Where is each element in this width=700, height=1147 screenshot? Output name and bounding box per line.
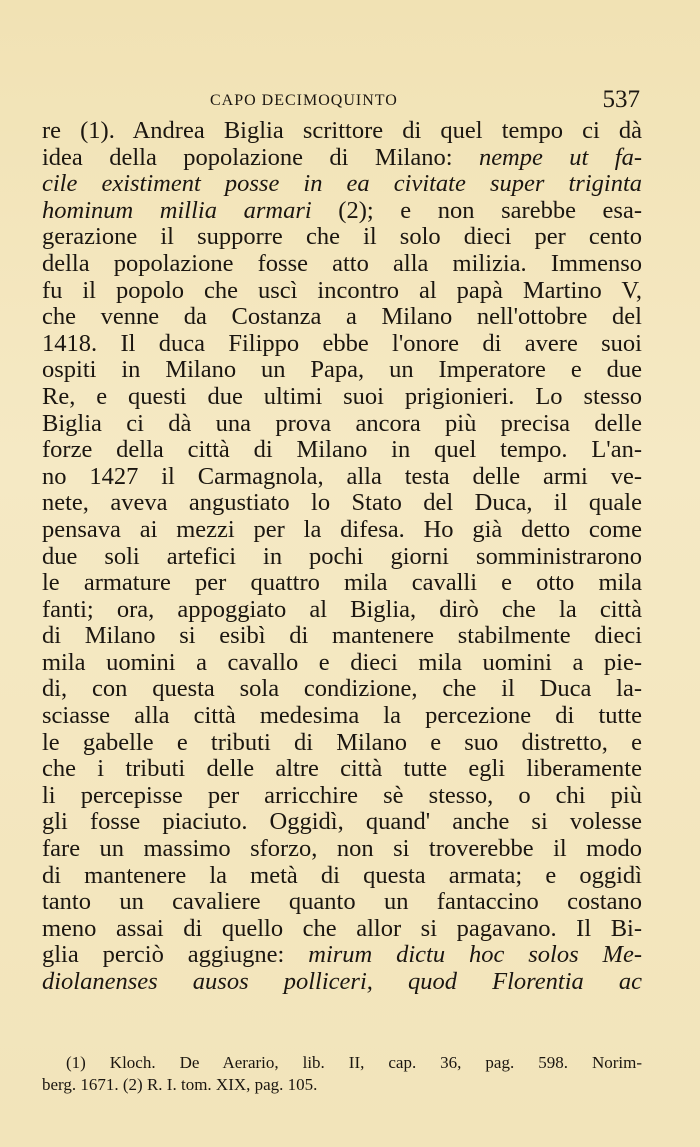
text-line bbox=[42, 171, 642, 198]
footnote-line: berg. 1671. (2) R. I. tom. XIX, pag. 105. bbox=[42, 1075, 318, 1094]
text-segment: meno assai di quello che allor si pagavano. Il Bi- bbox=[42, 914, 642, 942]
text-segment: mila uomini a cavallo e dieci mila uomini a pie- bbox=[42, 648, 642, 676]
text-segment: gli fosse piaciuto. Oggidì, quand' anche si volesse bbox=[42, 808, 642, 836]
text-line bbox=[42, 809, 642, 836]
text-line bbox=[42, 411, 642, 438]
text-segment: 1418. Il duca Filippo ebbe l'onore di avere suoi bbox=[42, 329, 642, 357]
text-line bbox=[42, 118, 642, 145]
text-segment: di mantenere la metà di questa armata; e oggidì bbox=[42, 861, 642, 889]
italic-latin-quote: hominum millia armari bbox=[42, 196, 312, 224]
text-line bbox=[42, 650, 642, 677]
text-line bbox=[42, 969, 642, 996]
text-line bbox=[42, 836, 642, 863]
text-segment: Biglia ci dà una prova ancora più precisa delle bbox=[42, 409, 642, 437]
text-line bbox=[42, 357, 642, 384]
text-line bbox=[42, 145, 642, 172]
text-line bbox=[42, 278, 642, 305]
text-segment: gerazione il supporre che il solo dieci per cento bbox=[42, 223, 642, 251]
text-line bbox=[42, 676, 642, 703]
text-segment: di, con questa sola condizione, che il Duca la- bbox=[42, 675, 642, 703]
text-segment: Re, e questi due ultimi suoi prigionieri. Lo stesso bbox=[42, 382, 642, 410]
text-segment: le gabelle e tributi di Milano e suo distretto, e bbox=[42, 728, 642, 756]
italic-latin-quote: diolanenses ausos polliceri, quod Florentia ac bbox=[42, 968, 642, 995]
text-line bbox=[42, 544, 642, 571]
text-segment: pensava ai mezzi per la difesa. Ho già detto come bbox=[42, 515, 642, 543]
text-line bbox=[42, 304, 642, 331]
text-line bbox=[42, 517, 642, 544]
italic-latin-quote: mirum dictu hoc solos Me- bbox=[308, 941, 642, 969]
text-line bbox=[42, 490, 642, 517]
text-segment: tanto un cavaliere quanto un fantaccino costano bbox=[42, 888, 642, 916]
text-segment: che i tributi delle altre città tutte egli liberamente bbox=[42, 755, 642, 783]
text-line bbox=[42, 464, 642, 491]
text-segment: idea della popolazione di Milano: bbox=[42, 143, 479, 171]
text-segment: glia perciò aggiugne: bbox=[42, 941, 309, 969]
text-line bbox=[42, 730, 642, 757]
text-line bbox=[42, 597, 642, 624]
text-segment: ospiti in Milano un Papa, un Imperatore e due bbox=[42, 356, 642, 384]
running-head: CAPO DECIMOQUINTO bbox=[210, 92, 398, 109]
text-line bbox=[42, 198, 642, 225]
text-line bbox=[42, 863, 642, 890]
text-segment: sciasse alla città medesima la percezione di tutte bbox=[42, 702, 642, 730]
text-segment: fu il popolo che uscì incontro al papà Martino V, bbox=[42, 276, 642, 304]
text-segment: no 1427 il Carmagnola, alla testa delle armi ve- bbox=[42, 462, 642, 490]
text-line bbox=[42, 331, 642, 358]
text-line bbox=[42, 783, 642, 810]
text-segment: le armature per quattro mila cavalli e otto mila bbox=[42, 569, 642, 597]
text-segment: della popolazione fosse atto alla milizia. Immenso bbox=[42, 249, 642, 277]
text-line bbox=[42, 437, 642, 464]
text-line bbox=[42, 384, 642, 411]
text-line bbox=[42, 623, 642, 650]
footnote-line: (1) Kloch. De Aerario, lib. II, cap. 36, pag. 598. Norim- bbox=[66, 1053, 642, 1072]
text-segment: due soli artefici in pochi giorni somministrarono bbox=[42, 542, 642, 570]
text-line bbox=[42, 224, 642, 251]
text-line bbox=[42, 889, 642, 916]
page-header bbox=[40, 86, 660, 120]
text-segment: li percepisse per arricchire sè stesso, o chi più bbox=[42, 781, 642, 809]
italic-latin-quote: cile existiment posse in ea civitate super triginta bbox=[42, 170, 642, 198]
body-text bbox=[42, 118, 642, 996]
text-line bbox=[42, 703, 642, 730]
text-segment: nete, aveva angustiato lo Stato del Duca, il quale bbox=[42, 489, 642, 517]
text-line bbox=[42, 570, 642, 597]
page-number: 537 bbox=[602, 86, 640, 113]
text-segment: re (1). Andrea Biglia scrittore di quel tempo ci dà bbox=[42, 117, 642, 144]
text-segment: fare un massimo sforzo, non si troverebbe il modo bbox=[42, 835, 642, 863]
text-segment: che venne da Costanza a Milano nell'ottobre del bbox=[42, 303, 642, 331]
footnotes bbox=[42, 1052, 642, 1096]
text-line bbox=[42, 251, 642, 278]
text-line bbox=[42, 916, 642, 943]
italic-latin-quote: nempe ut fa- bbox=[478, 143, 643, 171]
text-segment: forze della città di Milano in quel tempo. L'an- bbox=[42, 436, 642, 464]
text-segment: di Milano si esibì di mantenere stabilmente dieci bbox=[42, 622, 642, 650]
text-segment: fanti; ora, appoggiato al Biglia, dirò che la città bbox=[42, 595, 642, 623]
text-line bbox=[42, 942, 642, 969]
text-segment: (2); e non sarebbe esa- bbox=[311, 196, 642, 224]
text-line bbox=[42, 756, 642, 783]
